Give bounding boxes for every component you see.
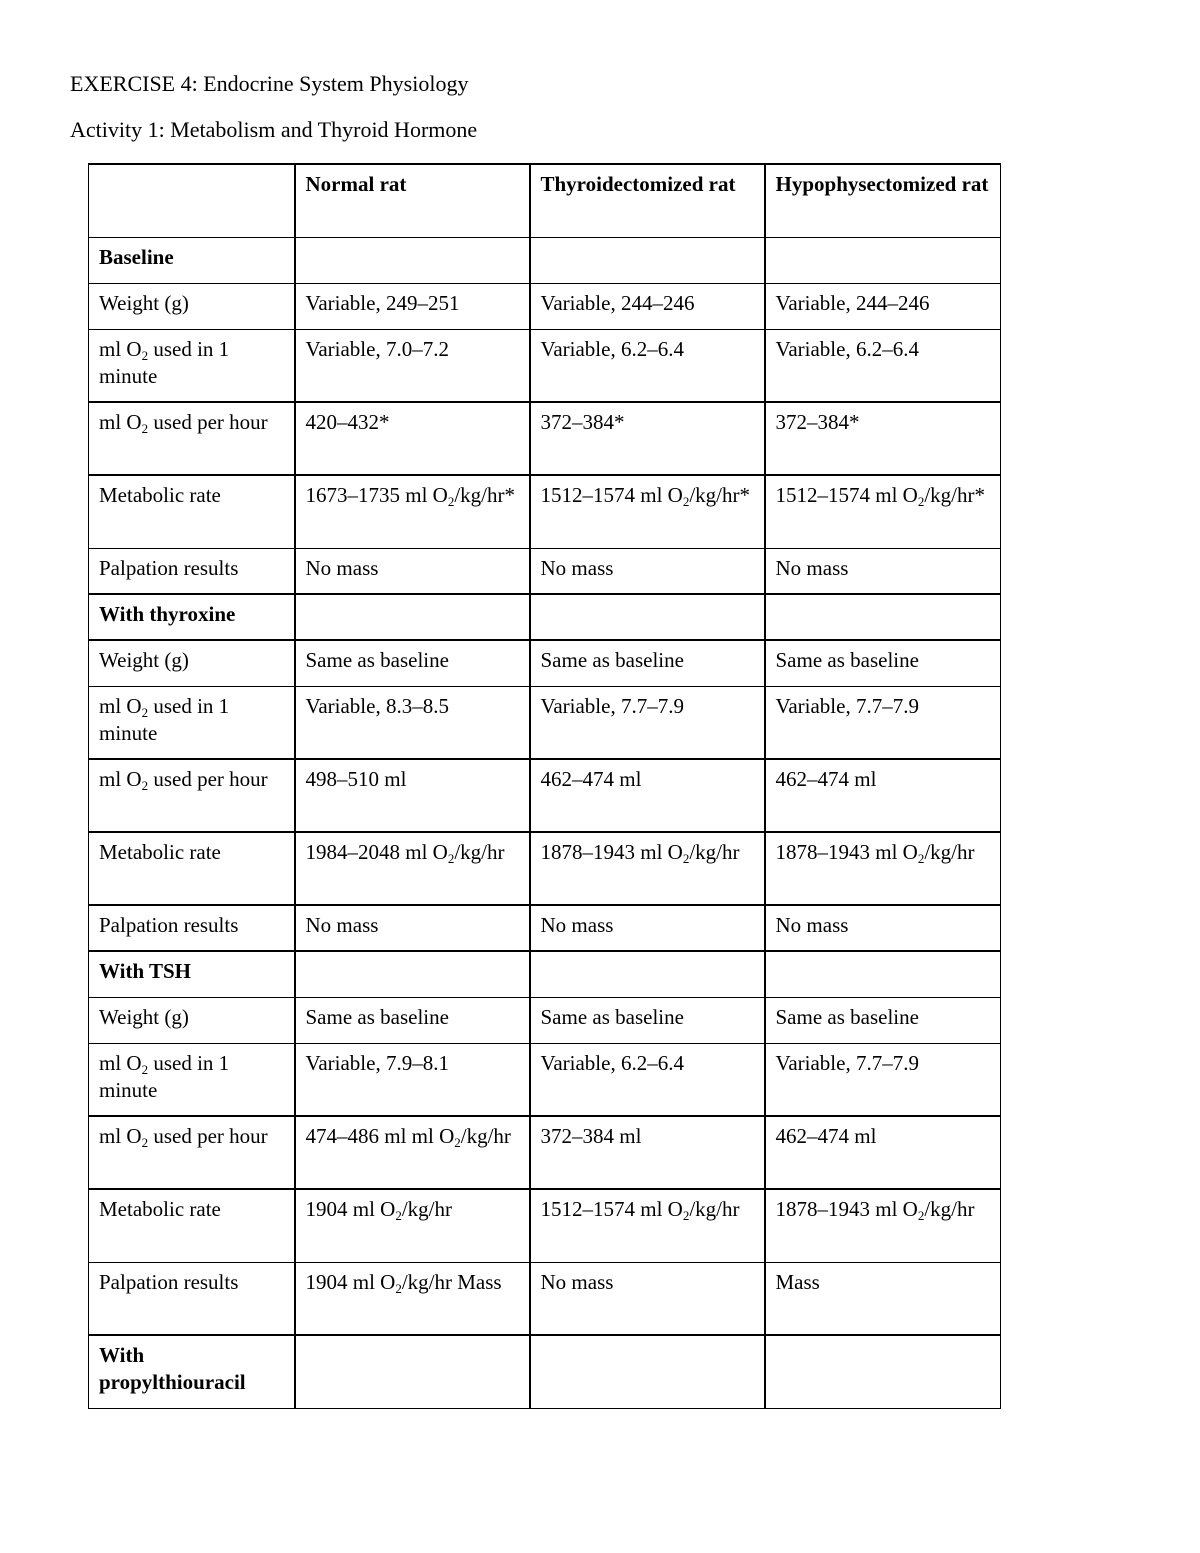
table-cell: 1673–1735 ml $O_2/kg/hr*$ [295,475,530,548]
table-cell [530,951,765,997]
table-cell [295,237,530,283]
table-row [89,475,1001,548]
table-row [89,640,1001,686]
table-cell: No mass [765,905,1001,951]
table-cell [765,594,1001,640]
section-row [89,594,1001,640]
row-label: Metabolic rate [89,832,295,905]
column-header: Thyroidectomized rat [530,164,765,237]
table-row [89,1043,1001,1116]
results-table [88,163,1001,1409]
row-label: Weight (g) [89,640,295,686]
table-cell: Mass [765,1262,1001,1335]
table-cell: Same as baseline [765,997,1001,1043]
table-cell: 462–474 ml [765,759,1001,832]
table-cell: Same as baseline [295,640,530,686]
row-label: Metabolic rate [89,475,295,548]
table-row [89,686,1001,759]
table-cell: Variable, 7.7–7.9 [530,686,765,759]
row-label: ml $O_2$ used per hour [89,759,295,832]
table-cell: Variable, 6.2–6.4 [530,329,765,402]
table-cell: Variable, 6.2–6.4 [765,329,1001,402]
table-cell: 1878–1943 ml $O_2/kg/hr$ [765,832,1001,905]
table-cell: 1984–2048 ml $O_2/kg/hr$ [295,832,530,905]
table-cell [295,951,530,997]
section-row [89,1335,1001,1408]
table-row [89,905,1001,951]
table-cell: Variable, 7.9–8.1 [295,1043,530,1116]
table-cell: 1904 ml $O_2/kg/hr$ [295,1189,530,1262]
table-cell: 372–384 ml [530,1116,765,1189]
table-cell: Variable, 244–246 [530,283,765,329]
row-label: Palpation results [89,905,295,951]
column-header: Hypophysectomized rat [765,164,1001,237]
table-cell: 1904 ml $O_2/kg/hr$ Mass [295,1262,530,1335]
row-label: Palpation results [89,1262,295,1335]
table-row [89,402,1001,475]
table-cell: 420–432* [295,402,530,475]
table-row [89,1262,1001,1335]
row-label: ml $O_2$ used per hour [89,402,295,475]
row-label: Weight (g) [89,997,295,1043]
table-cell: 1878–1943 ml $O_2/kg/hr$ [765,1189,1001,1262]
table-cell: No mass [295,548,530,594]
table-row [89,329,1001,402]
table-cell: Variable, 7.0–7.2 [295,329,530,402]
table-cell: 372–384* [530,402,765,475]
table-cell [530,594,765,640]
row-label: Metabolic rate [89,1189,295,1262]
table-cell [765,951,1001,997]
table-row [89,832,1001,905]
section-label: With propylthiouracil [89,1335,295,1408]
column-header: Normal rat [295,164,530,237]
results-table-body [89,164,1001,1408]
section-label: Baseline [89,237,295,283]
table-cell: Variable, 7.7–7.9 [765,686,1001,759]
section-label: With thyroxine [89,594,295,640]
section-row [89,951,1001,997]
table-cell: No mass [765,548,1001,594]
table-cell: Variable, 7.7–7.9 [765,1043,1001,1116]
table-cell: No mass [530,1262,765,1335]
table-cell: No mass [530,548,765,594]
table-row [89,1189,1001,1262]
row-label: ml $O_2$ used in 1 minute [89,686,295,759]
table-cell: No mass [530,905,765,951]
table-cell: Same as baseline [295,997,530,1043]
row-label: Palpation results [89,548,295,594]
row-label: ml $O_2$ used in 1 minute [89,329,295,402]
table-cell: Same as baseline [530,997,765,1043]
table-cell: Same as baseline [765,640,1001,686]
table-cell [530,1335,765,1408]
table-row [89,997,1001,1043]
table-cell: 462–474 ml [530,759,765,832]
table-cell: No mass [295,905,530,951]
table-cell [530,237,765,283]
table-header-row [89,164,1001,237]
table-cell: 1512–1574 ml $O_2/kg/hr*$ [530,475,765,548]
table-cell: 372–384* [765,402,1001,475]
activity-subtitle: Activity 1: Metabolism and Thyroid Hormone [70,117,478,142]
table-cell: 1878–1943 ml $O_2/kg/hr$ [530,832,765,905]
table-cell [765,237,1001,283]
table-cell [295,594,530,640]
table-cell: 474–486 ml ml $O_2/kg/hr$ [295,1116,530,1189]
section-label: With TSH [89,951,295,997]
table-cell: Variable, 244–246 [765,283,1001,329]
section-row [89,237,1001,283]
row-label: Weight (g) [89,283,295,329]
table-cell [295,1335,530,1408]
table-row [89,283,1001,329]
column-header [89,164,295,237]
table-cell: 1512–1574 ml $O_2/kg/hr$ [530,1189,765,1262]
table-cell: Variable, 249–251 [295,283,530,329]
table-cell: Variable, 8.3–8.5 [295,686,530,759]
table-cell [765,1335,1001,1408]
table-row [89,759,1001,832]
document-title: EXERCISE 4: Endocrine System Physiology [70,71,469,96]
table-cell: 462–474 ml [765,1116,1001,1189]
table-row [89,548,1001,594]
row-label: ml $O_2$ used per hour [89,1116,295,1189]
table-cell: Same as baseline [530,640,765,686]
row-label: ml $O_2$ used in 1 minute [89,1043,295,1116]
table-cell: 1512–1574 ml $O_2/kg/hr*$ [765,475,1001,548]
table-cell: 498–510 ml [295,759,530,832]
table-cell: Variable, 6.2–6.4 [530,1043,765,1116]
table-row [89,1116,1001,1189]
